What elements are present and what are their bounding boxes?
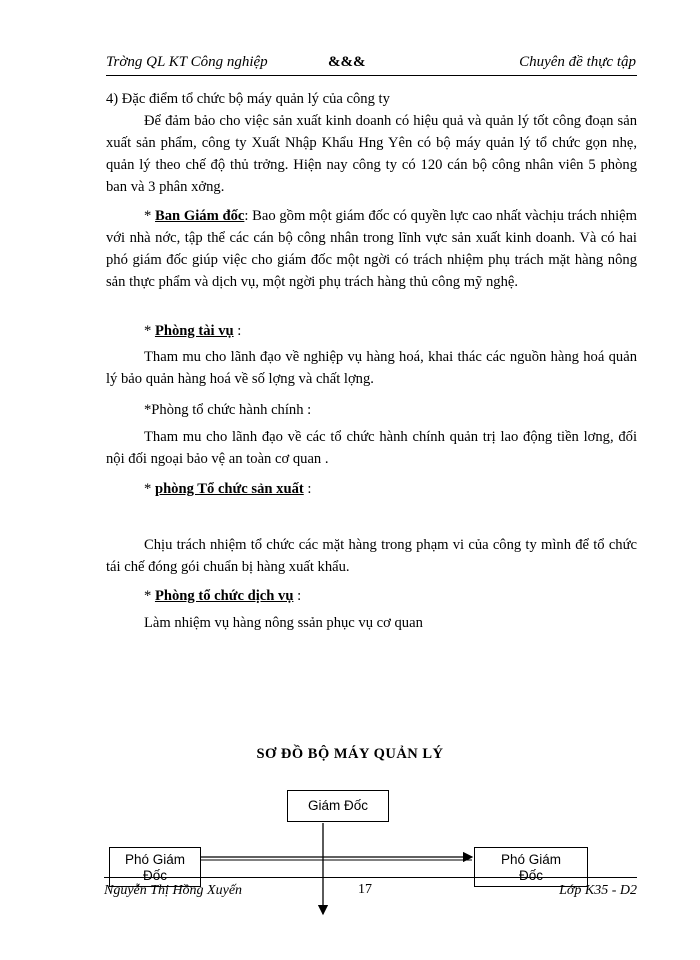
phong-san-xuat-label: phòng Tổ chức sản xuất [154,481,304,497]
ban-giam-doc-label: Ban Giám đốc [155,208,245,224]
phong-hanh-chinh-text: Tham mu cho lãnh đạo về các tổ chức hành chính quản trị lao động tiền lơng, đối nội đối ngoại bảo vệ an toàn cơ quan . [106,429,637,467]
bullet-star: * [144,481,155,497]
intro-paragraph: Để đảm bảo cho việc sản xuất kinh doanh có hiệu quả và quản lý tốt công đoạn sản xuất sản phẩm, công ty Xuất Nhập Khẩu Hng Yên có bộ máy quản lý tổ chức gọn nhẹ, quản lý theo chế độ thủ trởng. Hiện nay công ty có 120 cán bộ công nhân viên 5 phòng ban và 3 phân xởng. [106,113,637,195]
phong-tai-vu-text: Tham mu cho lãnh đạo về nghiệp vụ hàng hoá, khai thác các nguồn hàng hoá quản lý bảo quản hàng hoá về số lợng và chất lợng. [106,349,637,387]
section-heading: 4) Đặc điểm tổ chức bộ máy quản lý của công ty [106,91,390,107]
deputy-left-line1: Phó Giám [124,852,186,867]
heading-colon: : [303,481,312,497]
page-number: 17 [358,882,372,897]
footer-rule [104,877,637,878]
ban-giam-doc-text: : Bao gồm một giám đốc có quyền lực cao nhất vàchịu trách nhiệm với nhà nớc, tập thể các cán bộ công nhân trong lĩnh vực sản xuất kinh doanh. Và có hai phó giám đốc giúp việc cho giám đốc một ngời có trách nhiệm phụ trách mặt hàng nông sản thực phẩm và dịch vụ, một ngời phụ trách hàng thủ công mỹ nghệ. [106,208,637,290]
bullet-star: * [144,588,155,604]
deputy-left-line2: Đốc [142,868,167,883]
phong-tai-vu-label: Phòng tài vụ [154,323,234,339]
header-school: Trờng QL KT Công nghiệp [106,54,268,70]
phong-dich-vu-text: Làm nhiệm vụ hàng nông ssản phục vụ cơ quan [144,615,423,631]
phong-san-xuat-text: Chịu trách nhiệm tổ chức các mặt hàng trong phạm vi của công ty mình để tổ chức tái chế đóng gói chuẩn bị hàng xuất khẩu. [106,537,637,575]
director-label: Giám Đốc [307,798,368,813]
page-footer [104,880,637,904]
bullet-star: * [144,323,155,339]
director-box [287,790,389,822]
header-topic: Chuyên đề thực tập [519,54,636,70]
heading-colon: : [233,323,242,339]
deputy-right-line1: Phó Giám [500,852,562,867]
org-chart-title: SƠ ĐỒ BỘ MÁY QUẢN LÝ [256,746,444,762]
bullet-star: * [144,208,156,224]
footer-author: Nguyễn Thị Hồng Xuyến [104,883,243,898]
phong-dich-vu-label: Phòng tổ chức dịch vụ [154,588,294,604]
heading-colon: : [293,588,302,604]
footer-class: Lớp K35 - D2 [559,883,637,898]
header-ornament: &&& [328,54,366,70]
phong-hanh-chinh-heading: *Phòng tổ chức hành chính : [144,402,312,418]
deputy-right-line2: Đốc [518,868,543,883]
